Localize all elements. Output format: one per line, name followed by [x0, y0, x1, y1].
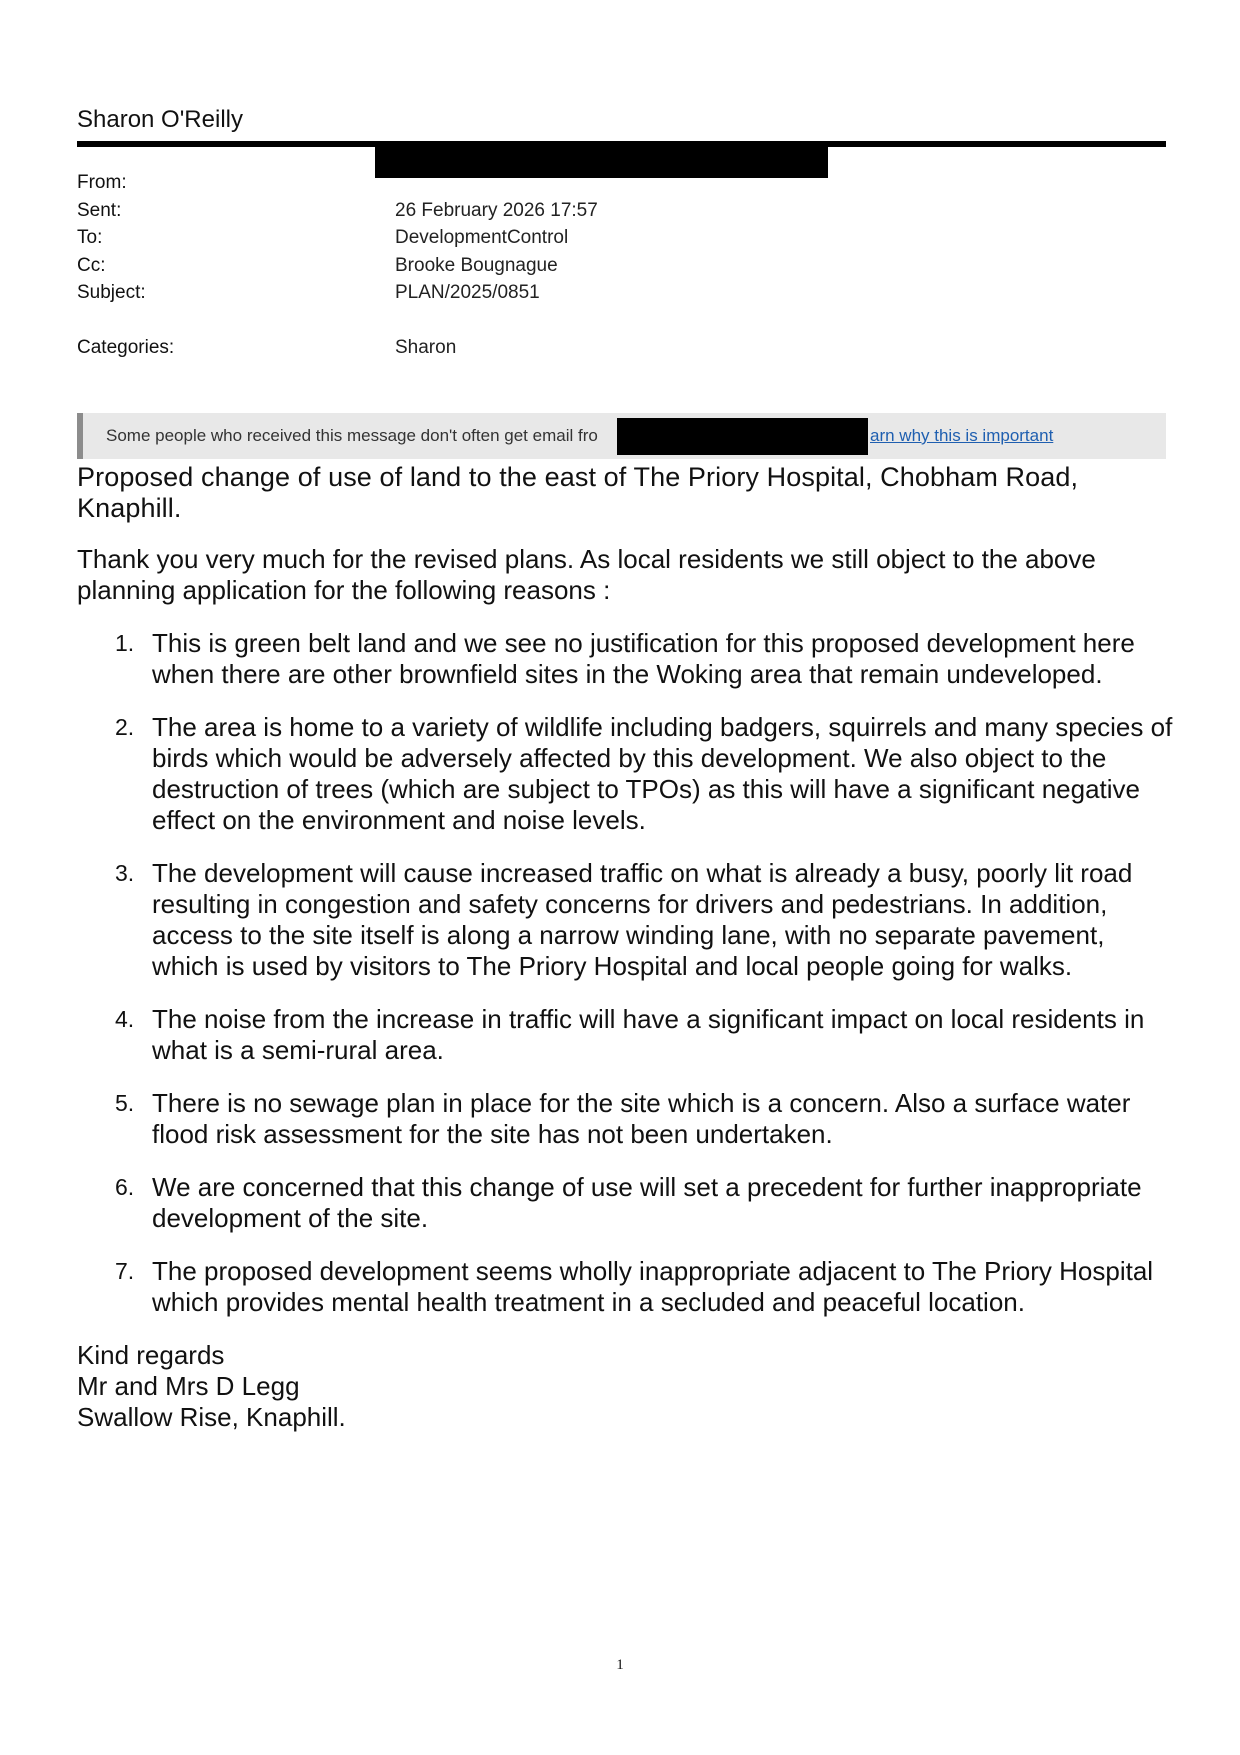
list-text: The proposed development seems wholly inappropriate adjacent to The Priory Hospital which provides mental health treatment in a secluded and peaceful location. — [152, 1256, 1154, 1317]
subject-value: PLAN/2025/0851 — [395, 282, 540, 303]
list-item — [77, 1172, 1177, 1234]
list-item — [77, 628, 1177, 690]
email-body — [77, 457, 1177, 1433]
cc-value: Brooke Bougnague — [395, 254, 558, 276]
closing-salutation: Kind regards — [77, 1340, 225, 1370]
categories-value: Sharon — [395, 336, 457, 358]
sent-value: 26 February 2026 17:57 — [395, 199, 598, 221]
list-item — [77, 1088, 1177, 1150]
to-value: DevelopmentControl — [395, 227, 569, 248]
list-number: 4. — [115, 1006, 135, 1032]
list-number: 7. — [115, 1258, 135, 1284]
learn-why-link[interactable]: arn why this is important — [870, 426, 1054, 445]
intro-paragraph: Thank you very much for the revised plans. As local residents we still object to the above planning application for the following reasons : — [77, 544, 1096, 605]
sent-label: Sent: — [77, 199, 122, 221]
categories-row — [77, 334, 1167, 362]
list-item — [77, 1256, 1177, 1318]
list-text: There is no sewage plan in place for the site which is a concern. Also a surface water flood risk assessment for the site has not been undertaken. — [152, 1088, 1131, 1149]
sender-redaction — [617, 418, 868, 455]
categories-label: Categories: — [77, 336, 175, 358]
to-row — [77, 224, 1167, 252]
subject-label: Subject: — [77, 282, 146, 303]
list-number: 2. — [115, 714, 135, 740]
email-headers — [77, 169, 1167, 361]
sent-row — [77, 197, 1167, 225]
signature-name: Mr and Mrs D Legg — [77, 1371, 300, 1401]
from-redaction — [375, 147, 828, 178]
sign-off — [77, 1340, 1177, 1433]
list-text: This is green belt land and we see no justification for this proposed development here when there are other brownfield sites in the Woking area that remain undeveloped. — [152, 628, 1135, 689]
list-number: 3. — [115, 860, 135, 886]
list-item — [77, 858, 1177, 982]
signature-address: Swallow Rise, Knaphill. — [77, 1402, 346, 1432]
cc-row — [77, 252, 1167, 280]
list-item — [77, 712, 1177, 836]
list-number: 5. — [115, 1090, 135, 1116]
external-sender-warning-banner — [77, 413, 1166, 459]
cc-label: Cc: — [77, 254, 106, 276]
email-document — [77, 105, 1173, 1432]
page-number: 1 — [616, 1657, 624, 1673]
reasons-list — [77, 628, 1177, 1318]
from-label: From: — [77, 172, 127, 193]
list-text: We are concerned that this change of use will set a precedent for further inappropriate development of the site. — [152, 1172, 1142, 1233]
from-row — [77, 169, 1167, 197]
list-text: The area is home to a variety of wildlife including badgers, squirrels and many species of birds which would be adversely affected by this development. We also object to the destruction of trees (which are subject to TPOs) as this will have a significant negative effect on the environment and noise levels. — [152, 712, 1173, 835]
to-label: To: — [77, 227, 103, 248]
warning-text: Some people who received this message don't often get email fro — [106, 426, 598, 445]
list-item — [77, 1004, 1177, 1066]
list-text: The noise from the increase in traffic will have a significant impact on local residents in what is a semi-rural area. — [152, 1004, 1145, 1065]
list-number: 1. — [115, 630, 135, 656]
list-text: The development will cause increased traffic on what is already a busy, poorly lit road resulting in congestion and safety concerns for drivers and pedestrians. In addition, access to the site itself is along a narrow winding lane, with no separate pavement, which is used by visitors to The Priory Hospital and local people going for walks. — [152, 858, 1133, 981]
subject-row — [77, 279, 1167, 307]
list-number: 6. — [115, 1174, 135, 1200]
body-heading: Proposed change of use of land to the east of The Priory Hospital, Chobham Road, Knaphill. — [77, 462, 1079, 523]
sender-name: Sharon O'Reilly — [77, 106, 243, 133]
